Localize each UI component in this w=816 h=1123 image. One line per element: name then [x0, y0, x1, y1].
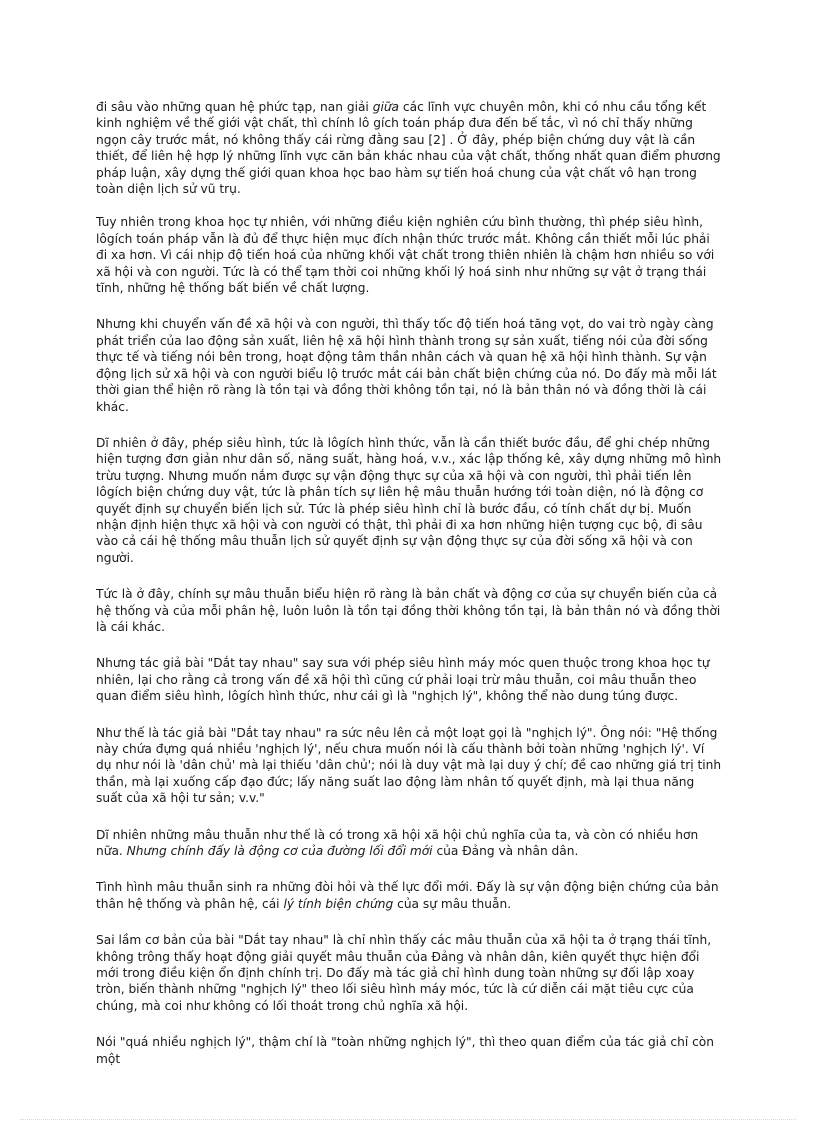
- text-run: các lĩnh vực chuyên môn, khi có nhu cầu tổng kết kinh nghiệm về thế giới vật chất, thì chính lô gích toán pháp đưa đến bế tắc, vì nó chỉ thấy những ngọn cây trước mắt, nó không thấy cái rừng đằng sau [2] . Ở đây, phép biện chứng duy vật là cần thiết, để liên hệ hợp lý những lĩnh vực căn bản khác nhau của vật chất, thống nhất quan điểm phương pháp luận, xây dựng thế giới quan khoa học bao hàm sự tiến hoá chung của vật chất vô hạn trong toàn diện lịch sử vũ trụ.: [96, 100, 721, 197]
- text-run: Như thế là tác giả bài "Dắt tay nhau" ra sức nêu lên cả một loạt gọi là "nghịch lý". Ông nói: "Hệ thống này chứa đựng quá nhiều 'nghịch lý', nếu chưa muốn nói là cấu thành bởi toàn những 'nghịch lý'. Ví dụ như nói là 'dân chủ' mà lại thiếu 'dân chủ'; nói là duy vật mà lại duy ý chí; đề cao những giá trị tinh thần, mà lại xuống cấp đạo đức; lấy năng suất lao động làm nhân tố quyết định, mà lại thua năng suất của xã hội tư sản; v.v.": [96, 725, 722, 806]
- italic-text: giữa: [372, 100, 400, 114]
- paragraph-10: [96, 932, 722, 1014]
- text-run: Dĩ nhiên những mâu thuẫn như thế là có trong xã hội xã hội chủ nghĩa của ta, và còn có nhiều hơn nữa.: [96, 827, 699, 859]
- text-run: Tình hình mâu thuẫn sinh ra những đòi hỏi và thế lực đổi mới. Đấy là sự vận động biện chứng của bản thân hệ thống và phân hệ, cái: [96, 880, 719, 911]
- text-run: đi sâu vào những quan hệ phức tạp, nan giải: [96, 100, 373, 114]
- text-run: Tức là ở đây, chính sự mâu thuẫn biểu hiện rõ ràng là bản chất và động cơ của sự chuyển biến của cả hệ thống và của mỗi phân hệ, luôn luôn là tồn tại đồng thời không tồn tại, là bản thân nó và đồng thời là cái khác.: [96, 587, 721, 634]
- text-run: Sai lầm cơ bản của bài "Dắt tay nhau" là chỉ nhìn thấy các mâu thuẫn của xã hội ta ở trạng thái tĩnh, không trông thấy hoạt động giải quyết mâu thuẫn của Đảng và nhân dân, kiên quyết thực hiện đổi mới trong điều kiện ổn định chính trị. Do đấy mà tác giả chỉ hình dung toàn những sự đối lập xoay tròn, biến thành những "nghịch lý" theo lối siêu hình máy móc, tức là cứ diễn cái mặt tiêu cực của chúng, mà coi như không có lối thoát trong chủ nghĩa xã hội.: [96, 933, 712, 1013]
- paragraph-4: [96, 435, 722, 566]
- page-bottom-divider: [20, 1119, 796, 1120]
- paragraph-3: [96, 316, 722, 414]
- text-run: của sự mâu thuẫn.: [393, 896, 512, 911]
- text-run: Nói "quá nhiều nghịch lý", thậm chí là "toàn những nghịch lý", thì theo quan điểm của tác giả chỉ còn một: [96, 1035, 714, 1066]
- paragraph-5: [96, 586, 722, 635]
- italic-text: Nhưng chính đấy là động cơ của đường lối đổi mới: [126, 844, 433, 859]
- paragraph-6: [96, 655, 722, 704]
- paragraph-9: [96, 879, 722, 912]
- text-run: Dĩ nhiên ở đây, phép siêu hình, tức là lôgích hình thức, vẫn là cần thiết bước đầu, để ghi chép những hiện tượng đơn giản như dân số, năng suất, hàng hoá, v.v., xác lập thống kê, xây dựng những mô hình trừu tượng. Nhưng muốn nắm được sự vận động thực sự của xã hội và con người, thì phải tiến lên lôgích biện chứng duy vật, tức là phân tích sự liên hệ mâu thuẫn hướng tới toàn diện, nó là động cơ quyết định sự chuyển biến lịch sử. Tức là phép siêu hình chỉ là bước đầu, có tính chất dự bị. Muốn nhận định hiện thực xã hội và con người có thật, thì phải đi xa hơn những hiện tượng cục bộ, đi sâu vào cả cái hệ thống mâu thuẫn lịch sử quyết định sự vận động thực sự của đời sống xã hội và con người.: [96, 435, 722, 565]
- paragraph-1: [96, 99, 722, 197]
- document-body: [96, 99, 722, 1084]
- paragraph-11: [96, 1034, 722, 1067]
- text-run: của Đảng và nhân dân.: [432, 844, 579, 859]
- paragraph-2: [96, 214, 722, 296]
- paragraph-8: [96, 827, 722, 860]
- italic-text: lý tính biện chứng: [283, 896, 394, 911]
- text-run: Nhưng tác giả bài "Dắt tay nhau" say sưa với phép siêu hình máy móc quen thuộc trong khoa học tự nhiên, lại cho rằng cả trong vấn đề xã hội thì cũng cứ phải loại trừ mâu thuẫn, coi mâu thuẫn theo quan điểm siêu hình, lôgích hình thức, như cái gì là "nghịch lý", không thể nào dung túng được.: [96, 656, 710, 704]
- text-run: Nhưng khi chuyển vấn đề xã hội và con người, thì thấy tốc độ tiến hoá tăng vọt, do vai trò ngày càng phát triển của lao động sản xuất, liên hệ xã hội hình thành trong sự sản xuất, tiếng nói của đời sống thực tế và tiếng nói bên trong, hoạt động tâm thần nhân cách và quan hệ xã hội hình thành. Sự vận động lịch sử xã hội và con người biểu lộ trước mắt cái bản chất biện chứng của nó. Do đấy mà mỗi lát thời gian thể hiện rõ ràng là tồn tại và đồng thời không tồn tại, nó là bản thân nó và đồng thời là cái khác.: [96, 317, 717, 414]
- text-run: Tuy nhiên trong khoa học tự nhiên, với những điều kiện nghiên cứu bình thường, thì phép siêu hình, lôgích toán pháp vẫn là đủ để thực hiện mục đích nhận thức trước mắt. Không cần thiết mỗi lúc phải đi xa hơn. Vì cái nhịp độ tiến hoá của những khối vật chất trong thiên nhiên là chậm hơn nhiều so với xã hội và con người. Tức là có thể tạm thời coi những khối lý hoá sinh như những sự vật ở trạng thái tĩnh, những hệ thống bất biến về chất lượng.: [96, 215, 715, 296]
- paragraph-7: [96, 725, 722, 807]
